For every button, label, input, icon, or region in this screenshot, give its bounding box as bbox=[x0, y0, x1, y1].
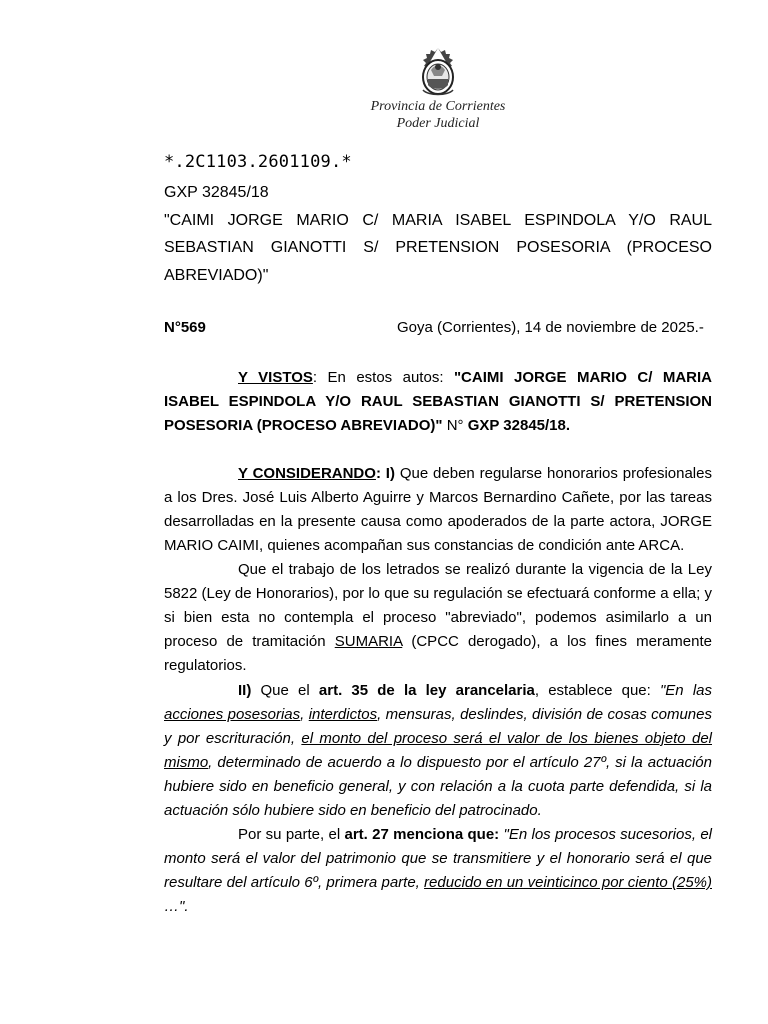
section-ii-p2-t2: menciona que: bbox=[388, 826, 504, 843]
quote-1d: , determinado de acuerdo a lo dispuesto por el artículo 27º, si la actuación hubiere sido en beneficio general, y con relación a la cuota parte defendida, si la actuación sólo hubiere sido en beneficio del patrocinado. bbox=[164, 754, 712, 819]
quote-1a: "En las bbox=[659, 682, 712, 699]
vistos-heading: Y VISTOS bbox=[238, 369, 313, 386]
considerando-paragraph-2 bbox=[164, 558, 712, 678]
considerando-section bbox=[164, 462, 712, 678]
considerando-colon: : bbox=[375, 465, 386, 482]
resolution-number: N°569 bbox=[164, 319, 206, 336]
quote-reducido: reducido en un veinticinco por ciento (25%) bbox=[424, 874, 712, 891]
section-ii-paragraph-2 bbox=[164, 823, 712, 919]
section-ii-num: II) bbox=[238, 682, 252, 699]
quote-2b: …". bbox=[164, 898, 189, 915]
vistos-n-value: GXP 32845/18. bbox=[467, 417, 571, 434]
considerando-num: I) bbox=[385, 465, 395, 482]
quote-acciones-posesorias: acciones posesorias bbox=[164, 706, 301, 723]
coat-of-arms-icon bbox=[415, 46, 461, 98]
quote-1c: , mensuras, deslindes, división de cosas comunes y por escrituración, bbox=[164, 706, 712, 747]
quote-2a: "En los procesos sucesorios, el monto será el valor del patrimonio que se transmitiere y el honorario será el que resultare del artículo 6º, primera parte, bbox=[164, 826, 713, 891]
section-ii-paragraph-1 bbox=[164, 679, 712, 823]
vistos-n-label: N° bbox=[442, 417, 468, 434]
art35-ref: art. 35 de la ley arancelaria bbox=[318, 682, 535, 699]
section-ii-t1: Que el bbox=[251, 682, 319, 699]
header-judicial-branch: Poder Judicial bbox=[396, 116, 480, 131]
case-caption bbox=[164, 179, 712, 289]
sumaria-text: SUMARIA bbox=[334, 633, 403, 650]
considerando-text-2b: (CPCC derogado), a los fines meramente regulatorios. bbox=[164, 633, 712, 674]
case-title: "CAIMI JORGE MARIO C/ MARIA ISABEL ESPINDOLA Y/O RAUL SEBASTIAN GIANOTTI S/ PRETENSION POSESORIA (PROCESO ABREVIADO)" bbox=[164, 211, 712, 284]
vistos-title: "CAIMI JORGE MARIO C/ MARIA ISABEL ESPINDOLA Y/O RAUL SEBASTIAN GIANOTTI S/ PRETENSION POSESORIA (PROCESO ABREVIADO)" bbox=[164, 369, 712, 434]
quote-monto-proceso: el monto del proceso será el valor de los bienes objeto del mismo bbox=[164, 730, 712, 771]
vistos-paragraph bbox=[164, 366, 712, 438]
considerando-heading: Y CONSIDERANDO bbox=[238, 465, 376, 482]
section-ii-t2: , establece que: bbox=[534, 682, 660, 699]
considerando-text-1: Que deben regularse honorarios profesionales a los Dres. José Luis Alberto Aguirre y Marcos Bernardino Cañete, por las tareas desarrolladas en la presente causa como apoderados de la parte actora, JORGE MARIO CAIMI, quienes acompañan sus constancias de condición ante ARCA. bbox=[164, 465, 712, 554]
vistos-lead: : En estos autos: bbox=[312, 369, 454, 386]
quote-interdictos: interdictos bbox=[308, 706, 378, 723]
header-province: Provincia de Corrientes bbox=[370, 99, 506, 114]
section-ii bbox=[164, 679, 712, 919]
case-number: GXP 32845/18 bbox=[164, 184, 269, 201]
art27-ref: art. 27 bbox=[344, 826, 389, 843]
section-ii-p2-t1: Por su parte, el bbox=[238, 826, 345, 843]
quote-1b: , bbox=[300, 706, 309, 723]
considerando-text-2a: Que el trabajo de los letrados se realizó durante la vigencia de la Ley 5822 (Ley de Honorarios), por lo que su regulación se efectuará conforme a ella; y si bien esta no contempla el proceso "abreviado", podemos asimilarlo a un proceso de tramitación bbox=[164, 561, 712, 650]
considerando-paragraph-1 bbox=[164, 462, 712, 558]
barcode-text: *.2C1103.2601109.* bbox=[164, 152, 352, 172]
place-and-date: Goya (Corrientes), 14 de noviembre de 2025.- bbox=[397, 319, 704, 336]
